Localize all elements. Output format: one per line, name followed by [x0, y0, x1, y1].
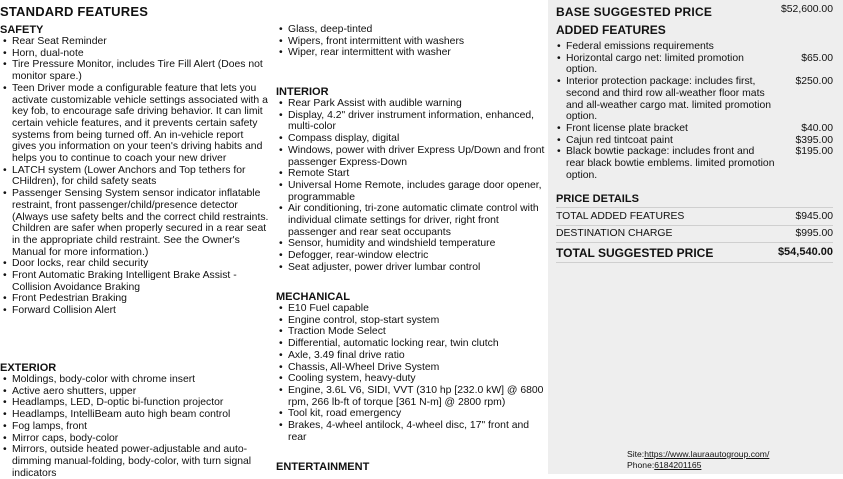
feature-item: • Wiper, rear intermittent with washer: [276, 47, 546, 59]
base-price-label: BASE SUGGESTED PRICE: [556, 5, 713, 19]
entertainment-heading: ENTERTAINMENT: [276, 461, 370, 473]
mechanical-section: [276, 291, 546, 443]
exterior-heading: EXTERIOR: [0, 362, 57, 374]
added-feature-price: $250.00: [795, 76, 833, 88]
interior-list: [276, 98, 546, 274]
total-added-row: [556, 211, 833, 222]
safety-section: [0, 24, 270, 317]
feature-item: • Horn, dual-note: [0, 48, 270, 60]
feature-item: • Mirror caps, body-color: [0, 433, 270, 445]
feature-item: • Differential, automatic locking rear, twin clutch: [276, 338, 546, 350]
feature-item: • Remote Start: [276, 168, 546, 180]
site-label: Site:: [627, 449, 645, 459]
added-feature-item: [556, 123, 833, 135]
feature-item: • Front Automatic Braking Intelligent Brake Assist - Collision Avoidance Braking: [0, 270, 270, 293]
destination-value: $995.00: [795, 228, 833, 239]
total-added-value: $945.00: [795, 211, 833, 222]
feature-item: • LATCH system (Lower Anchors and Top tethers for CHildren), for child safety seats: [0, 165, 270, 188]
dealer-footer: [627, 449, 769, 471]
feature-item: • Rear Park Assist with audible warning: [276, 98, 546, 110]
exterior-list-continued: [276, 24, 546, 59]
mechanical-list: [276, 303, 546, 443]
divider: [556, 242, 833, 243]
feature-item: • Seat adjuster, power driver lumbar control: [276, 262, 546, 274]
added-feature-name: Horizontal cargo net: limited promotion option.: [566, 52, 744, 76]
feature-item: • Moldings, body-color with chrome insert: [0, 374, 270, 386]
exterior-section: [0, 362, 270, 479]
total-suggested-value: $54,540.00: [777, 246, 833, 258]
entertainment-section: [276, 461, 546, 473]
interior-heading: INTERIOR: [276, 86, 329, 98]
feature-item: • Forward Collision Alert: [0, 305, 270, 317]
phone-label: Phone:: [627, 460, 655, 470]
feature-item: • Passenger Sensing System sensor indicator inflatable restraint, front passenger/child/presence detector (Always use safety belts and the correct child restraints. Children are safer when properly secured in a rear seat in the appropriate child restraint. See the Owner's Manual for more information.): [0, 188, 270, 258]
feature-item: • Glass, deep-tinted: [276, 24, 546, 36]
divider: [556, 225, 833, 226]
total-suggested-row: [556, 246, 833, 260]
feature-item: • Display, 4.2" driver instrument information, enhanced, multi-color: [276, 110, 546, 133]
feature-item: • Axle, 3.49 final drive ratio: [276, 350, 546, 362]
interior-section: [276, 86, 546, 274]
added-feature-item: [556, 76, 833, 123]
mechanical-heading: MECHANICAL: [276, 291, 350, 303]
added-features-heading: ADDED FEATURES: [556, 23, 666, 37]
added-feature-name: Federal emissions requirements: [566, 41, 714, 52]
feature-item: • Fog lamps, front: [0, 421, 270, 433]
added-feature-item: [556, 135, 833, 147]
feature-item: • Universal Home Remote, includes garage door opener, programmable: [276, 180, 546, 203]
divider: [556, 207, 833, 208]
feature-item: • Engine control, stop-start system: [276, 315, 546, 327]
feature-item: • Defogger, rear-window electric: [276, 250, 546, 262]
destination-row: [556, 228, 833, 239]
added-feature-item: [556, 53, 833, 76]
feature-item: • Mirrors, outside heated power-adjustable and auto-dimming manual-folding, body-color, with turn signal indicators: [0, 444, 270, 479]
feature-item: • Rear Seat Reminder: [0, 36, 270, 48]
total-added-label: TOTAL ADDED FEATURES: [556, 211, 685, 222]
added-feature-price: $65.00: [801, 52, 833, 64]
feature-item: • Compass display, digital: [276, 133, 546, 145]
site-link[interactable]: https://www.lauraautogroup.com/: [644, 449, 770, 459]
feature-item: • Cooling system, heavy-duty: [276, 373, 546, 385]
added-feature-price: $195.00: [795, 146, 833, 158]
added-feature-name: Black bowtie package: includes front and rear black bowtie emblems. limited promotion option.: [566, 146, 775, 181]
added-feature-price: $395.00: [795, 134, 833, 146]
feature-item: • Sensor, humidity and windshield temperature: [276, 238, 546, 250]
added-feature-name: Cajun red tintcoat paint: [566, 134, 673, 146]
price-details-heading: PRICE DETAILS: [556, 193, 639, 205]
feature-item: • Air conditioning, tri-zone automatic climate control with individual climate settings for driver, right front passenger and rear seat occupants: [276, 203, 546, 238]
feature-item: • Active aero shutters, upper: [0, 386, 270, 398]
exterior-list: [0, 374, 270, 479]
added-feature-name: Front license plate bracket: [566, 122, 688, 134]
base-price-row: [556, 3, 833, 21]
divider: [556, 262, 833, 263]
feature-item: • Brakes, 4-wheel antilock, 4-wheel disc, 17" front and rear: [276, 420, 546, 443]
added-feature-item: [556, 146, 833, 181]
safety-list: [0, 36, 270, 317]
feature-item: • Engine, 3.6L V6, SIDI, VVT (310 hp [232.0 kW] @ 6800 rpm, 266 lb-ft of torque [361 N-m] @ 2800 rpm): [276, 385, 546, 408]
feature-item: • Tool kit, road emergency: [276, 408, 546, 420]
added-feature-name: Interior protection package: includes first, second and third row all-weather floor mats and all-weather cargo mat. limited promotion option.: [566, 76, 772, 123]
page-title: STANDARD FEATURES: [0, 4, 149, 19]
added-feature-item: [556, 41, 833, 53]
phone-line: [627, 460, 769, 471]
base-price-value: $52,600.00: [780, 4, 833, 15]
feature-item: • Front Pedestrian Braking: [0, 293, 270, 305]
added-feature-price: $40.00: [801, 122, 833, 134]
feature-item: • Door locks, rear child security: [0, 258, 270, 270]
feature-item: • Wipers, front intermittent with washers: [276, 36, 546, 48]
feature-item: • Traction Mode Select: [276, 326, 546, 338]
feature-item: • Tire Pressure Monitor, includes Tire Fill Alert (Does not monitor spare.): [0, 59, 270, 82]
destination-label: DESTINATION CHARGE: [556, 228, 673, 239]
feature-item: • Chassis, All-Wheel Drive System: [276, 362, 546, 374]
feature-item: • Windows, power with driver Express Up/Down and front passenger Express-Down: [276, 145, 546, 168]
added-features-list: [556, 41, 833, 181]
feature-item: • E10 Fuel capable: [276, 303, 546, 315]
phone-link[interactable]: 6184201165: [654, 460, 702, 470]
safety-heading: SAFETY: [0, 24, 44, 36]
price-panel: [548, 0, 843, 474]
total-suggested-label: TOTAL SUGGESTED PRICE: [556, 246, 714, 260]
feature-item: • Teen Driver mode a configurable feature that lets you activate customizable vehicle settings associated with a key fob, to encourage safe driving behavior. It can limit certain vehicle features, and it prevents certain safety systems from being turned off. An in-vehicle report gives you information on your teen's driving habits and helps you to continue to coach your new driver: [0, 83, 270, 165]
feature-item: • Headlamps, LED, D-optic bi-function projector: [0, 397, 270, 409]
feature-item: • Headlamps, IntelliBeam auto high beam control: [0, 409, 270, 421]
site-line: [627, 449, 769, 460]
